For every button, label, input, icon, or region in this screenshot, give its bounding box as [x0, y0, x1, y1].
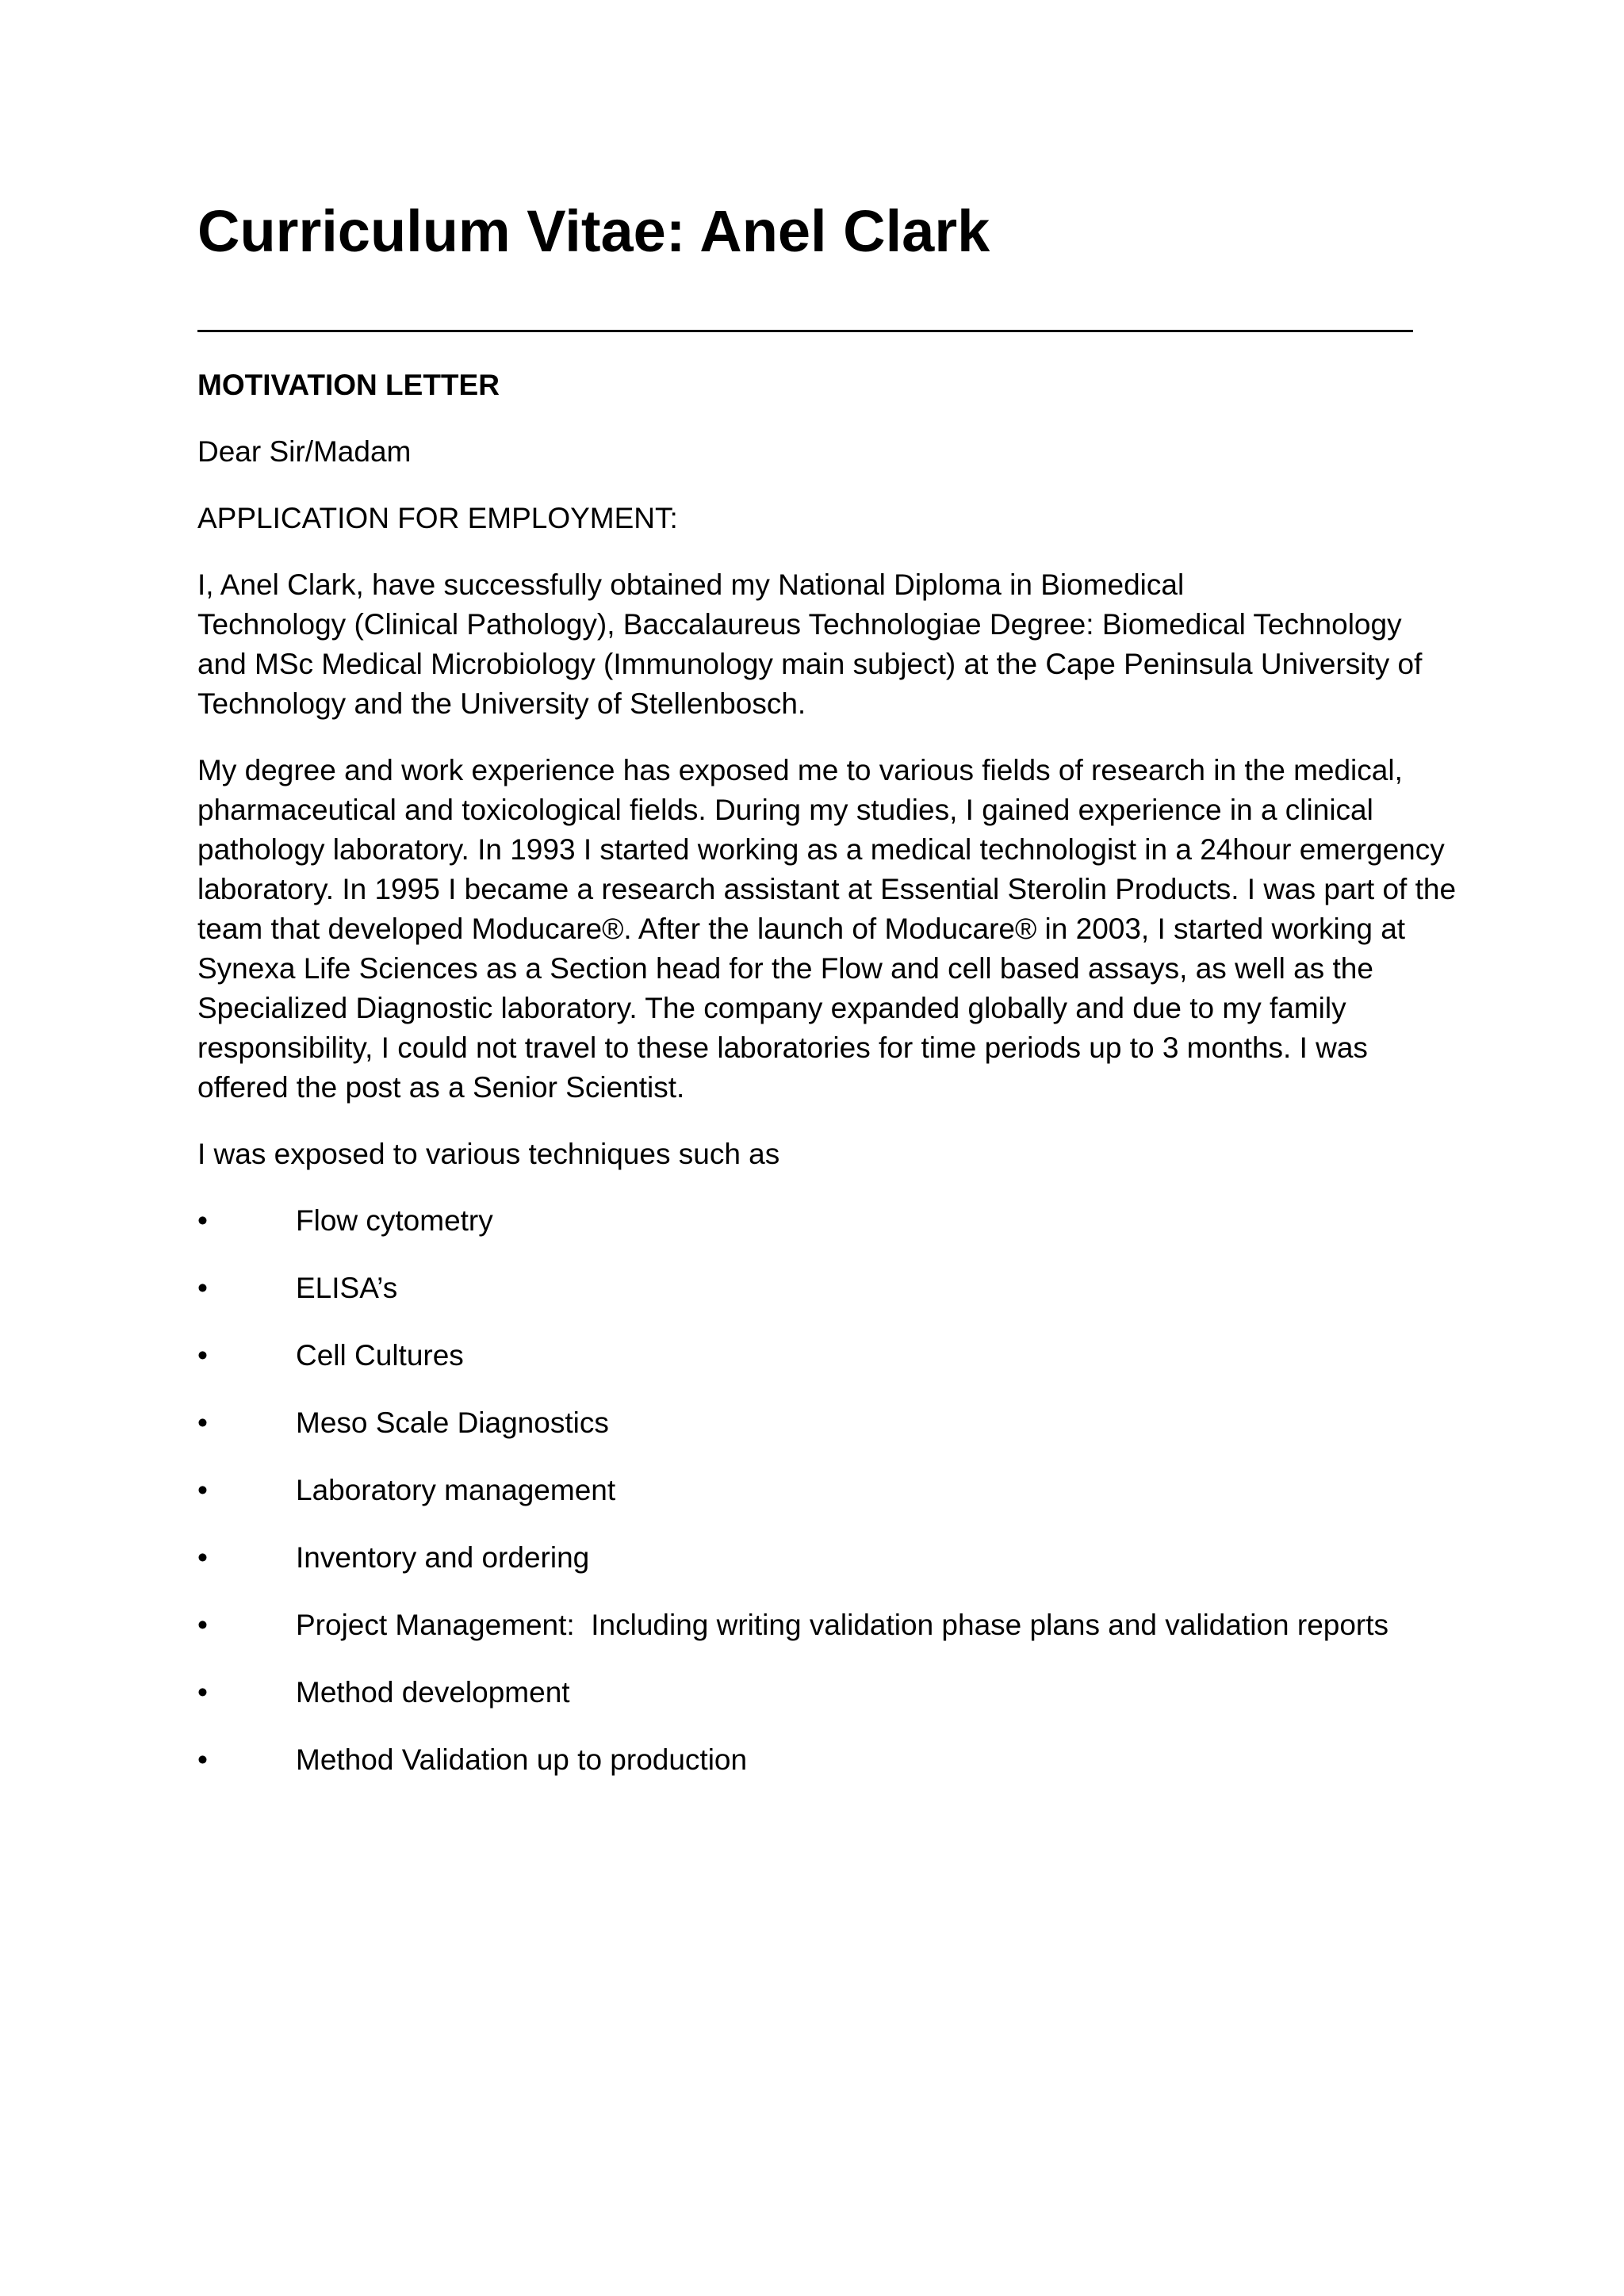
bullet-icon: •	[197, 1609, 208, 1641]
list-item	[197, 1673, 1514, 1712]
bullet-icon: •	[197, 1743, 208, 1776]
list-item-text: Project Management: Including writing validation phase plans and validation reports	[296, 1609, 1389, 1641]
list-item	[197, 1538, 1514, 1578]
list-item-text: Flow cytometry	[296, 1204, 493, 1237]
list-item-text: Cell Cultures	[296, 1339, 464, 1372]
list-item	[197, 1201, 1514, 1241]
list-item-text: ELISA’s	[296, 1272, 398, 1304]
bullet-icon: •	[197, 1406, 208, 1439]
techniques-intro: I was exposed to various techniques such as	[197, 1138, 780, 1170]
techniques-list	[197, 1201, 1514, 1780]
list-item-text: Laboratory management	[296, 1474, 616, 1506]
bullet-icon: •	[197, 1541, 208, 1574]
title-divider	[197, 330, 1413, 332]
list-item-text: Method Validation up to production	[296, 1743, 748, 1776]
salutation: Dear Sir/Madam	[197, 435, 412, 468]
bullet-icon: •	[197, 1339, 208, 1372]
list-item-text: Method development	[296, 1676, 570, 1709]
paragraph-experience: My degree and work experience has exposed me to various fields of research in the medical, pharmaceutical and toxicological fields. During my studies, I gained experience in a clinical pathology laboratory. In 1993 I started working as a medical technologist in a 24hour emergency laboratory. In 1995 I became a research assistant at Essential Sterolin Products. I was part of the team that developed Moducare®. After the launch of Moducare® in 2003, I started working at Synexa Life Sciences as a Section head for the Flow and cell based assays, as well as the Specialized Diagnostic laboratory. The company expanded globally and due to my family responsibility, I could not travel to these laboratories for time periods up to 3 months. I was offered the post as a Senior Scientist.	[197, 754, 1457, 1104]
list-item	[197, 1740, 1514, 1780]
list-item	[197, 1605, 1514, 1645]
bullet-icon: •	[197, 1204, 208, 1237]
subject-line: APPLICATION FOR EMPLOYMENT:	[197, 502, 678, 534]
document-title: Curriculum Vitae: Anel Clark	[197, 198, 990, 264]
paragraph-qualifications: I, Anel Clark, have successfully obtained my National Diploma in Biomedical Technology (Clinical Pathology), Baccalaureus Technologiae Degree: Biomedical Technology and MSc Medical Microbiology (Immunology main subject) at the Cape Peninsula University of Technology and the University of Stellenbosch.	[197, 568, 1423, 720]
list-item	[197, 1471, 1514, 1510]
list-item-text: Meso Scale Diagnostics	[296, 1406, 609, 1439]
list-item	[197, 1269, 1514, 1308]
list-item	[197, 1403, 1514, 1443]
bullet-icon: •	[197, 1272, 208, 1304]
bullet-icon: •	[197, 1676, 208, 1709]
document-content	[197, 190, 1514, 1808]
list-item-text: Inventory and ordering	[296, 1541, 590, 1574]
bullet-icon: •	[197, 1474, 208, 1506]
list-item	[197, 1336, 1514, 1376]
section-heading: MOTIVATION LETTER	[197, 369, 500, 401]
